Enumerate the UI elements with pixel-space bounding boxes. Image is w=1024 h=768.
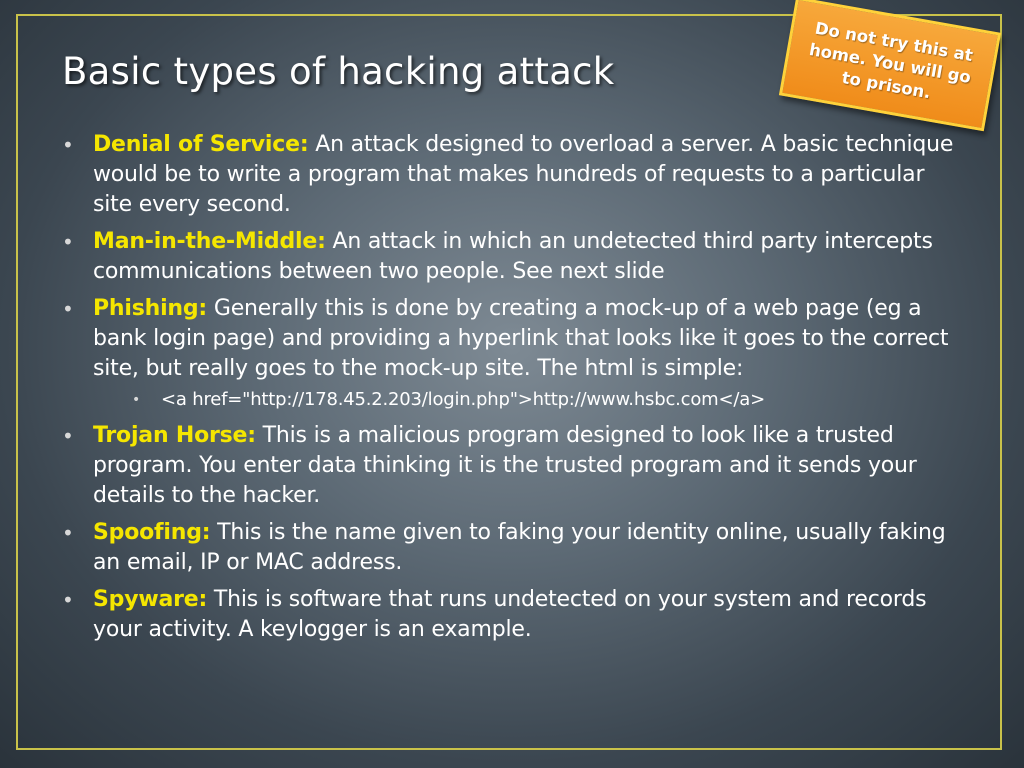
bullet-dot-icon: • [62,521,74,545]
bullet-dot-icon: • [62,297,74,321]
sub-bullet-dot-icon: • [132,392,141,408]
slide-title: Basic types of hacking attack [62,50,615,93]
bullet-spoofing [62,518,962,578]
sub-bullet-list [93,386,962,414]
bullet-text: This is software that runs undetected on your system and records your activity. A keylogger is an example. [93,587,927,642]
bullet-man-in-the-middle [62,227,962,287]
sub-bullet-html-example [132,386,962,414]
bullet-term: Man-in-the-Middle: [93,229,326,254]
bullet-term: Spoofing: [93,520,211,545]
bullet-trojan-horse [62,421,962,511]
bullet-dot-icon: • [62,230,74,254]
bullet-list [62,130,962,645]
bullet-dot-icon: • [62,133,74,157]
bullet-dot-icon: • [62,588,74,612]
bullet-denial-of-service [62,130,962,220]
html-example-text: <a href="http://178.45.2.203/login.php">http://www.hsbc.com</a> [161,389,765,410]
bullet-term: Denial of Service: [93,132,309,157]
bullet-term: Spyware: [93,587,208,612]
bullet-term: Phishing: [93,296,208,321]
bullet-term: Trojan Horse: [93,423,256,448]
bullet-text: Generally this is done by creating a mock-up of a web page (eg a bank login page) and providing a hyperlink that looks like it goes to the correct site, but really goes to the mock-up site. The html is simple: [93,296,949,381]
slide-body [62,130,962,652]
bullet-text: This is the name given to faking your identity online, usually faking an email, IP or MAC address. [93,520,946,575]
bullet-text: An attack designed to overload a server. A basic technique would be to write a program that makes hundreds of requests to a particular site every second. [93,132,954,217]
warning-note-text: Do not try this at home. You will go to prison. [807,18,975,103]
bullet-spyware [62,585,962,645]
bullet-text: This is a malicious program designed to look like a trusted program. You enter data thinking it is the trusted program and it sends your details to the hacker. [93,423,917,508]
bullet-dot-icon: • [62,424,74,448]
bullet-text: An attack in which an undetected third party intercepts communications between two people. See next slide [93,229,933,284]
bullet-phishing [62,294,962,414]
